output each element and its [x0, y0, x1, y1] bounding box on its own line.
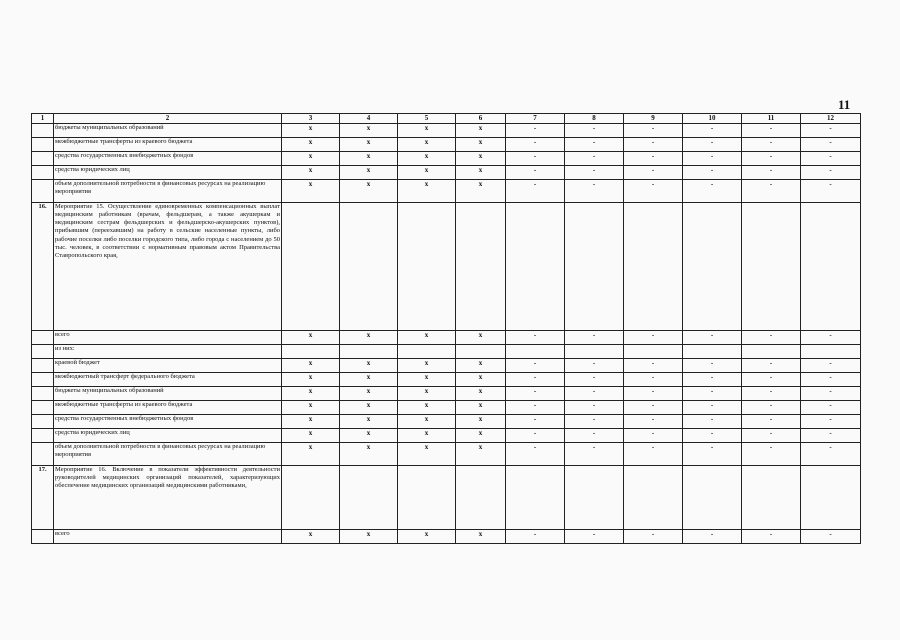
value-cell: -	[801, 331, 861, 345]
value-cell: -	[565, 443, 624, 466]
row-number	[32, 429, 54, 443]
value-cell: -	[624, 415, 683, 429]
value-cell: x	[282, 401, 340, 415]
row-name: бюджеты муниципальных образований	[54, 387, 282, 401]
value-cell	[456, 345, 506, 359]
value-cell: x	[340, 152, 398, 166]
row-number	[32, 166, 54, 180]
value-cell: x	[282, 152, 340, 166]
value-cell	[398, 345, 456, 359]
header-cell: 9	[624, 114, 683, 124]
row-number	[32, 359, 54, 373]
value-cell: -	[624, 443, 683, 466]
value-cell: -	[624, 373, 683, 387]
table-row	[32, 401, 861, 415]
value-cell: -	[683, 138, 742, 152]
value-cell: x	[282, 443, 340, 466]
value-cell: -	[624, 401, 683, 415]
value-cell: -	[742, 359, 801, 373]
table-row	[32, 415, 861, 429]
value-cell: -	[683, 401, 742, 415]
value-cell: x	[398, 152, 456, 166]
program-table	[31, 113, 861, 544]
value-cell: x	[340, 373, 398, 387]
value-cell: -	[506, 387, 565, 401]
header-cell: 1	[32, 114, 54, 124]
value-cell	[565, 345, 624, 359]
value-cell: -	[506, 331, 565, 345]
value-cell: -	[683, 415, 742, 429]
value-cell	[683, 466, 742, 530]
value-cell	[624, 466, 683, 530]
value-cell: x	[340, 387, 398, 401]
value-cell: -	[742, 429, 801, 443]
value-cell: x	[456, 138, 506, 152]
value-cell: -	[801, 429, 861, 443]
header-cell: 3	[282, 114, 340, 124]
value-cell: x	[282, 373, 340, 387]
row-number	[32, 401, 54, 415]
value-cell: x	[456, 387, 506, 401]
value-cell: -	[506, 373, 565, 387]
value-cell: -	[742, 443, 801, 466]
value-cell: -	[742, 124, 801, 138]
value-cell: x	[340, 429, 398, 443]
table-row	[32, 359, 861, 373]
value-cell: x	[282, 138, 340, 152]
value-cell: -	[506, 401, 565, 415]
value-cell: x	[340, 415, 398, 429]
value-cell	[456, 466, 506, 530]
table-row	[32, 152, 861, 166]
value-cell: -	[742, 401, 801, 415]
row-number: 17.	[32, 466, 54, 530]
value-cell: -	[624, 124, 683, 138]
value-cell	[398, 203, 456, 331]
table-row	[32, 373, 861, 387]
value-cell: x	[340, 166, 398, 180]
value-cell: -	[801, 373, 861, 387]
value-cell: -	[683, 443, 742, 466]
value-cell	[506, 466, 565, 530]
value-cell: x	[282, 124, 340, 138]
value-cell: -	[683, 124, 742, 138]
value-cell: -	[565, 401, 624, 415]
row-number	[32, 138, 54, 152]
value-cell: x	[282, 331, 340, 345]
table-row	[32, 530, 861, 544]
row-name: межбюджетный трансферт федерального бюджета	[54, 373, 282, 387]
row-number	[32, 345, 54, 359]
value-cell: -	[801, 138, 861, 152]
row-name: объем дополнительной потребности в финансовых ресурсах на реализацию мероприятия	[54, 443, 282, 466]
value-cell	[565, 203, 624, 331]
value-cell: x	[456, 124, 506, 138]
value-cell: -	[565, 373, 624, 387]
value-cell: x	[282, 166, 340, 180]
value-cell: -	[506, 166, 565, 180]
value-cell: x	[456, 180, 506, 203]
value-cell: -	[565, 429, 624, 443]
value-cell: x	[456, 429, 506, 443]
value-cell: -	[801, 152, 861, 166]
value-cell: -	[683, 152, 742, 166]
value-cell: -	[565, 359, 624, 373]
value-cell: x	[398, 359, 456, 373]
header-cell: 7	[506, 114, 565, 124]
value-cell: -	[683, 180, 742, 203]
value-cell: x	[340, 401, 398, 415]
table-row	[32, 345, 861, 359]
value-cell: x	[456, 415, 506, 429]
value-cell: -	[624, 429, 683, 443]
value-cell: -	[565, 530, 624, 544]
value-cell: -	[506, 530, 565, 544]
value-cell: -	[624, 387, 683, 401]
value-cell: -	[506, 152, 565, 166]
value-cell: x	[340, 530, 398, 544]
page-number: 11	[838, 97, 851, 112]
row-name: средства юридических лиц	[54, 429, 282, 443]
value-cell: x	[282, 359, 340, 373]
value-cell: x	[398, 138, 456, 152]
header-cell: 2	[54, 114, 282, 124]
value-cell: x	[398, 331, 456, 345]
value-cell: x	[340, 138, 398, 152]
value-cell: -	[683, 387, 742, 401]
row-name: из них:	[54, 345, 282, 359]
value-cell: x	[282, 387, 340, 401]
value-cell: -	[801, 443, 861, 466]
row-number	[32, 415, 54, 429]
header-cell: 12	[801, 114, 861, 124]
table-row	[32, 387, 861, 401]
row-name: всего	[54, 331, 282, 345]
value-cell	[565, 466, 624, 530]
row-number	[32, 180, 54, 203]
value-cell: -	[624, 530, 683, 544]
table-row	[32, 138, 861, 152]
row-name: средства юридических лиц	[54, 166, 282, 180]
value-cell: -	[624, 166, 683, 180]
table-row	[32, 443, 861, 466]
value-cell: -	[742, 138, 801, 152]
value-cell: x	[456, 331, 506, 345]
value-cell: x	[456, 530, 506, 544]
value-cell: x	[340, 180, 398, 203]
header-cell: 6	[456, 114, 506, 124]
value-cell	[398, 466, 456, 530]
value-cell: -	[565, 180, 624, 203]
value-cell: x	[282, 415, 340, 429]
value-cell	[683, 203, 742, 331]
table-row	[32, 203, 861, 331]
value-cell: -	[742, 415, 801, 429]
value-cell: x	[456, 359, 506, 373]
table-row	[32, 331, 861, 345]
row-number: 16.	[32, 203, 54, 331]
value-cell: x	[282, 180, 340, 203]
value-cell: x	[340, 331, 398, 345]
value-cell: -	[565, 138, 624, 152]
value-cell: x	[398, 166, 456, 180]
value-cell: -	[742, 166, 801, 180]
value-cell	[801, 466, 861, 530]
value-cell	[282, 345, 340, 359]
row-number	[32, 530, 54, 544]
value-cell: -	[742, 331, 801, 345]
value-cell: -	[801, 387, 861, 401]
row-name: Мероприятие 16. Включение в показатели эффективности деятельности руководителей медицинских организаций показателей, характеризующих обеспечение медицинских организаций медицинскими работниками,	[54, 466, 282, 530]
header-cell: 8	[565, 114, 624, 124]
value-cell	[683, 345, 742, 359]
value-cell: x	[456, 373, 506, 387]
value-cell: -	[742, 387, 801, 401]
header-cell: 11	[742, 114, 801, 124]
value-cell	[456, 203, 506, 331]
value-cell: x	[398, 373, 456, 387]
value-cell: x	[398, 429, 456, 443]
row-name: средства государственных внебюджетных фондов	[54, 152, 282, 166]
value-cell: x	[282, 530, 340, 544]
header-cell: 4	[340, 114, 398, 124]
row-number	[32, 443, 54, 466]
value-cell	[340, 203, 398, 331]
value-cell: x	[340, 359, 398, 373]
value-cell: -	[624, 138, 683, 152]
value-cell: x	[398, 443, 456, 466]
row-number	[32, 373, 54, 387]
value-cell: x	[456, 152, 506, 166]
value-cell: x	[398, 401, 456, 415]
row-number	[32, 387, 54, 401]
value-cell	[742, 203, 801, 331]
value-cell: x	[456, 401, 506, 415]
row-name: бюджеты муниципальных образований	[54, 124, 282, 138]
header-cell: 10	[683, 114, 742, 124]
value-cell: -	[624, 359, 683, 373]
value-cell: x	[456, 166, 506, 180]
value-cell: -	[742, 180, 801, 203]
value-cell: -	[624, 180, 683, 203]
table-row	[32, 466, 861, 530]
value-cell: -	[683, 429, 742, 443]
value-cell: x	[398, 387, 456, 401]
row-name: межбюджетные трансферты из краевого бюджета	[54, 401, 282, 415]
value-cell: -	[624, 152, 683, 166]
value-cell	[801, 203, 861, 331]
row-number	[32, 152, 54, 166]
value-cell: x	[398, 180, 456, 203]
value-cell	[801, 345, 861, 359]
value-cell: -	[565, 331, 624, 345]
value-cell: x	[398, 530, 456, 544]
value-cell: -	[683, 166, 742, 180]
row-name: объем дополнительной потребности в финансовых ресурсах на реализацию мероприятия	[54, 180, 282, 203]
value-cell	[282, 466, 340, 530]
value-cell	[282, 203, 340, 331]
value-cell: -	[801, 530, 861, 544]
value-cell: -	[506, 180, 565, 203]
header-cell: 5	[398, 114, 456, 124]
value-cell: -	[801, 180, 861, 203]
value-cell: -	[506, 359, 565, 373]
value-cell: -	[565, 152, 624, 166]
value-cell	[742, 466, 801, 530]
value-cell: -	[506, 429, 565, 443]
row-name: межбюджетные трансферты из краевого бюджета	[54, 138, 282, 152]
row-name: Мероприятие 15. Осуществление единовременных компенсационных выплат медицинским работникам (врачам, фельдшерам, а также акушеркам и медицинским сестрам фельдшерских и фельдшерско-акушерских пунктов), прибывшим (переехавшим) на работу в сельские населенные пункты, либо рабочие поселки либо поселки городского типа, либо города с населением до 50 тыс. человек, в соответствии с нормативным правовым актом Правительства Ставропольского края,	[54, 203, 282, 331]
value-cell: x	[456, 443, 506, 466]
value-cell: -	[742, 373, 801, 387]
value-cell: -	[565, 124, 624, 138]
table-row	[32, 429, 861, 443]
table-row	[32, 166, 861, 180]
value-cell	[624, 203, 683, 331]
table-row	[32, 180, 861, 203]
value-cell	[506, 345, 565, 359]
value-cell: -	[683, 373, 742, 387]
value-cell	[742, 345, 801, 359]
value-cell: -	[801, 415, 861, 429]
value-cell	[340, 466, 398, 530]
row-number	[32, 124, 54, 138]
value-cell: x	[340, 443, 398, 466]
value-cell	[340, 345, 398, 359]
value-cell: -	[565, 415, 624, 429]
row-name: средства государственных внебюджетных фондов	[54, 415, 282, 429]
value-cell	[624, 345, 683, 359]
value-cell: -	[801, 124, 861, 138]
header-row	[32, 114, 861, 124]
row-name: краевой бюджет	[54, 359, 282, 373]
value-cell: -	[506, 443, 565, 466]
value-cell: -	[683, 359, 742, 373]
value-cell: x	[340, 124, 398, 138]
value-cell: -	[683, 530, 742, 544]
value-cell: -	[624, 331, 683, 345]
value-cell: -	[801, 359, 861, 373]
value-cell: x	[398, 124, 456, 138]
value-cell: x	[282, 429, 340, 443]
value-cell: x	[398, 415, 456, 429]
value-cell: -	[565, 387, 624, 401]
value-cell: -	[565, 166, 624, 180]
value-cell: -	[506, 124, 565, 138]
value-cell: -	[801, 401, 861, 415]
value-cell: -	[742, 152, 801, 166]
value-cell: -	[742, 530, 801, 544]
row-number	[32, 331, 54, 345]
row-name: всего	[54, 530, 282, 544]
value-cell	[506, 203, 565, 331]
value-cell: -	[506, 415, 565, 429]
value-cell: -	[801, 166, 861, 180]
value-cell: -	[506, 138, 565, 152]
value-cell: -	[683, 331, 742, 345]
table-row	[32, 124, 861, 138]
